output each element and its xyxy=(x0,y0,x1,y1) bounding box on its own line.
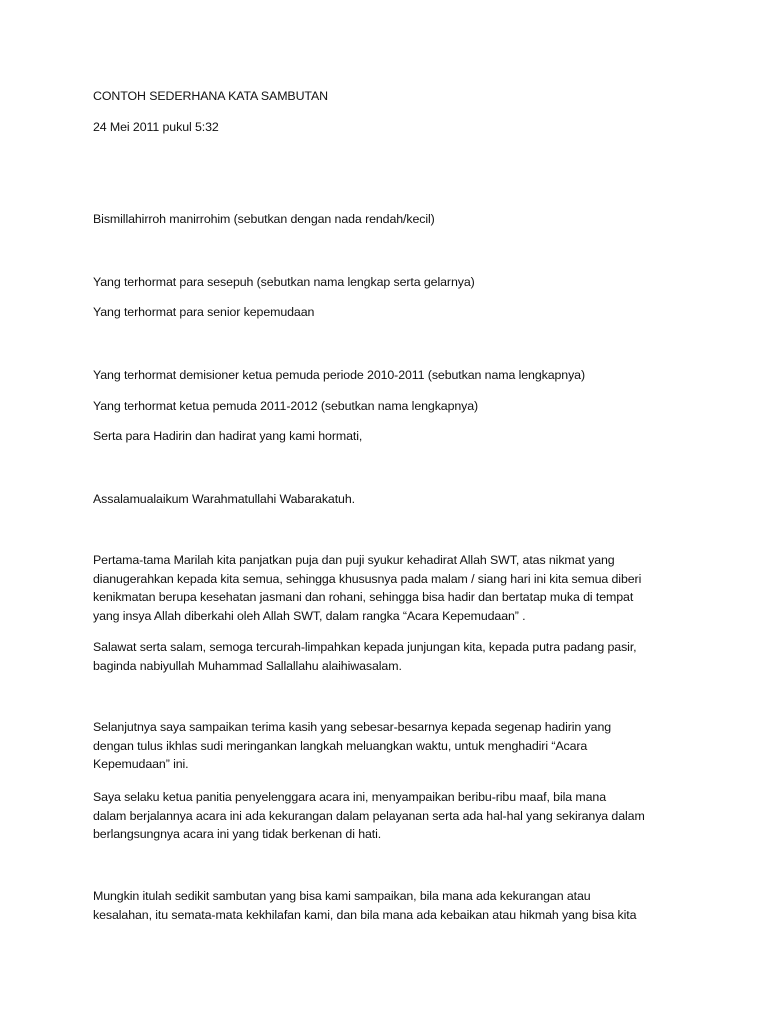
paragraph-pertama: Pertama-tama Marilah kita panjatkan puja dan puji syukur kehadirat Allah SWT, atas nikmat yang dianugerahkan kepada kita semua, sehingga khususnya pada malam / siang hari ini kita semua diberi kenikmatan berupa kesehatan jasmani dan rohani, sehingga bisa hadir dan bertatap muka di tempat yang insya Allah diberkahi oleh Allah SWT, dalam rangka “Acara Kepemudaan” . xyxy=(93,553,642,623)
paragraph-penutup: Mungkin itulah sedikit sambutan yang bisa kami sampaikan, bila mana ada kekurangan atau kesalahan, itu semata-mata kekhilafan kami, dan bila mana ada kebaikan atau hikmah yang bisa kita xyxy=(93,889,637,922)
greeting-hadirin: Serta para Hadirin dan hadirat yang kami hormati, xyxy=(93,429,363,443)
greeting-demisioner: Yang terhormat demisioner ketua pemuda periode 2010-2011 (sebutkan nama lengkapnya) xyxy=(93,368,586,382)
opening-bismillah: Bismillahirroh manirrohim (sebutkan dengan nada rendah/kecil) xyxy=(93,212,435,226)
greeting-senior: Yang terhormat para senior kepemudaan xyxy=(93,305,315,319)
paragraph-selanjutnya: Selanjutnya saya sampaikan terima kasih yang sebesar-besarnya kepada segenap hadirin yang dengan tulus ikhlas sudi meringankan langkah meluangkan waktu, untuk menghadiri “Acara Kepemudaan” ini. xyxy=(93,720,612,771)
greeting-ketua: Yang terhormat ketua pemuda 2011-2012 (sebutkan nama lengkapnya) xyxy=(93,399,479,413)
salam-opening: Assalamualaikum Warahmatullahi Wabarakatuh. xyxy=(93,492,355,506)
paragraph-salawat: Salawat serta salam, semoga tercurah-limpahkan kepada junjungan kita, kepada putra padang pasir, baginda nabiyullah Muhammad Sallallahu alaihiwasalam. xyxy=(93,640,637,673)
greeting-sesepuh: Yang terhormat para sesepuh (sebutkan nama lengkap serta gelarnya) xyxy=(93,275,475,289)
paragraph-maaf: Saya selaku ketua panitia penyelenggara acara ini, menyampaikan beribu-ribu maaf, bila mana dalam berjalannya acara ini ada kekurangan dalam pelayanan serta ada hal-hal yang sekiranya dalam berlangsungnya acara ini yang tidak berkenan di hati. xyxy=(93,790,645,841)
document-title: CONTOH SEDERHANA KATA SAMBUTAN xyxy=(93,89,328,103)
document-date: 24 Mei 2011 pukul 5:32 xyxy=(93,120,219,134)
